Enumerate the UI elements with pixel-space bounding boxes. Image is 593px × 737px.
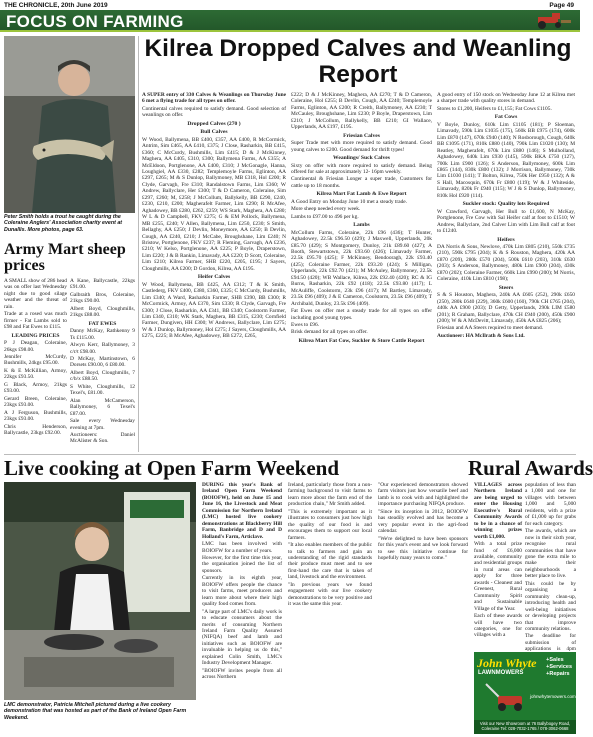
kilrea-para: V Boyle, Dunloy, 610k Lim £1105 (181); P Sloeman, Limavady, 590k Lim £1035 (175), 560k BB £975 (174), 600k Lim £870 (147), 670k £940 (140); N Rosborough, Cough, 640k BB £1095 (171), 810k £880 (140), 790k Lim £1020 (130); M Reatley, Magherafelt, 670k Lim £880 (146); S Mulholland, Aghadowey, 640k Lim £930 (145), 590k BKA £750 (127), 700k Lim £900 (126); S Anderson, Ballymoney, 600k Lim £865 (144), 830k £800 (132); J Morrison, Ballymoney, 730k Lim £1030 (141); T Bolton, Kilrea, 750k Her £950 (132); A & S Hall, Macosquin, 670k Fr £800 (119); W & J Whiteside, Limavady, 820k Fr £940 (115); W J & S Dunlop, Ballymoney, 810k Hol £920 (114). [437,121,575,199]
live-para: "We're delighted to have been sponsors for this year's event and we look forward to see this initiative continue for hopefully many years to come." [378,535,468,561]
kilrea-headline: Kilrea Dropped Calves and Weanling Report [144,35,572,88]
live-para: "Our experienced demonstrators showed farm visitors just how versatile beef and lamb is to cook with and highlighted the importance purchasing NIFQA produce. [378,482,468,508]
advert-website[interactable]: johnwhytemowers.com [530,694,576,699]
tractor-icon [530,13,574,29]
kilrea-subhead: Fat Cows [494,114,518,121]
rural-para: Each of these awards will have two categories, one for villages with a [474,613,522,639]
column-divider [138,36,139,452]
kilrea-para: Sixty on offer with more required to satisfy demand. Being offered for sale at approximately 12- 16pm weekly. [291,162,432,175]
kilrea-subhead: Friesian Calves [343,132,380,139]
lawnmower-advert[interactable] [474,652,576,734]
page-number: Page 49 [549,2,574,9]
army-subhead: LEADING PRICES [11,332,60,339]
army-para: P J Deagan, Coleraine, 26kgs £98.00. [4,340,67,353]
army-para: A SMALL show of 286 head was on offer last Wednesday night due to good silage weather and the threat of rain. [4,278,67,310]
rural-para: With a total prize fund of £6,000 available, community and residential groups in rural areas can apply for three awards - Cleanest and Greenest, Rural Community Spirit and Sustainable Village of the Year. [474,541,522,612]
kilrea-column-2 [291,92,432,450]
kilrea-para: Continental calves required to satisfy demand. Good selection of weanlings on offer. [142,105,286,119]
rural-column-2 [525,482,576,652]
advert-services [546,657,572,678]
kilrea-para: W Wood, Ballymena, BB £400, £357, AA £400, R McCormick, Antrim, Sim £465, AA £410, £375; J Close, Rasharkin, BB £415, £360; C McCurdy, Bushmills, Lim £415; D & J McKinney, Maghera, AA £405, £310, £300; Ballymena Farms, AA £355; A McEldoon, Portglenone, AA £400, £310; J McGonagle, Hanna, Loughgiel, AA £330, £282; Templemoyle Farms, Eglinton, AA £297, £265; M & S Dunlop, Ballymoney, MB £318, Hol £200; R Clyde, Garvagh, Fre £310; Randalstown Farms, Lim £360; W Andrew, Ballyclare, Her £300; T & D Cameron, Coleraine, Sim £297, £260; M, £258; J McCollum, Ballykelly, BB £290, £240, £230, £210, £200; Magherafelt Farmer, Lim £290; R McAfee, Aghadowey, BB £280, £262, £259; WS Stark, Maghera, AA £280; W L & D Campbell, FKV £275; G & EM Pollock, Ballymena, MB £255, £240; V Allen, Ballymena, Lim £250, £230; S Smith, Bellaghy, AA £250; J Devlin, Moneymore, AA £250; B Devlin, Cough, AA £240, £210; J McCabe, Broughshane, Lim £240; N Bristow, Portglenone, FKV £237; R Fleming, Garvagh, AA £236, £210; W Kelso, Portglenone, AA £225; P Boyle, Draperstown, Lim £220; J & B Rankin, Limavady, AA £220; D Scott, Coleraine, Lim £210; Kilrea Farmer, SHB £220, £205, £195; J Sayers, Cloughmills, AA £200; D Gordon, Kilrea, AA £195. [142,136,286,272]
kilrea-para: Fat Ewes on offer met a steady trade for all types on offer including good young types. [291,308,432,321]
kilrea-para: A SUPER entry of 330 Calves & Weanlings on Thursday June 6 met a flying trade for all types on offer. [142,92,286,105]
kilrea-para: Friesian and AA Steers required to meet demand. [437,325,543,332]
live-cooking-headline: Live cooking at Open Farm Weekend [4,456,340,480]
kilrea-column-1 [142,92,286,450]
rural-awards-headline: Rural Awards [468,456,593,480]
advert-service-item: +Sales [546,657,564,663]
kilrea-subhead: Dropped Calves (270 ) [187,120,241,127]
trout-photo-caption: Peter Smith holds a trout he caught during the Coleraine Anglers' Association charity event at Dunallis. More photos, page 63. [4,214,123,233]
army-para: Alwyn Kerr, Ballymoney, 3 c/r/t £98.00. [70,342,135,355]
army-para: Danny McKay, Rathkenny 9 Ts £115.00. [70,328,135,341]
army-para: Galbraith Bros, Coleraine, 21kgs £90.00. [70,291,135,305]
live-para: However, for the first time this year, the organisation joined the list of sponsors. [202,554,282,574]
kilrea-para: W Crawford, Garvagh, Her Bull to £1,600, N McKay, Portglenone, Fre Cow with Sal Heifer calf at foot to £1510; W Andrew, Ballyclare, 2nd Calver Lim with Lim Bull calf at foot to £1240. [437,208,575,235]
kilrea-subhead: Kilrea Mart Fat Lamb & Ewe Report [316,191,407,198]
lawnmower-icon [480,682,526,712]
kilrea-subhead: Kilrea Mart Fat Cow, Suckler & Store Cattle Report [298,337,425,344]
live-para: "A large part of LMC's daily work is to educate consumers about the merits of consuming Northern Ireland Farm Quality Assured (NIFQA) beef and lamb and initiatives such as BOIOFW are invaluable in helping us do this," explained Colin Smith, LMC's Industry Development Manager. [202,608,282,667]
live-column-2 [288,482,372,734]
kilrea-para: DA Norris & Sons, Newlove, 470k Lim £805 (210), 550k £735 (210), 590k £795 (204); K & S Rouston, Maghera, 420k AA £870 (209), 280k £570 (204), 500k £610 (203), 310k £630 (203); S Anderson, Ballymoney, 480k Lim £900 (204), 430k £870 (202); Coleraine Farmer, 660k Lim £990 (200); M Norris, Coleraine, 410k Lim £810 (198); [437,243,575,283]
live-para: "This is extremely important as it illustrates to consumers just how high the quality of our food is and encourages them to support our local farmers. [288,508,372,541]
live-para: "In previous years we found engagement with our live cookery demonstrations to be very positive and it was the same this year. [288,581,372,608]
live-para: "Since its inception in 2012, BOIOFW has steadily evolved and has become a very popular event in the agri-food calendar. [378,508,468,535]
army-para: Alan McCamerson, Ballymoney, 6 Texel's £87.00. [70,397,135,417]
advert-brand: John Whyte [477,656,537,670]
kilrea-subhead: Suckler stock: Quality lots Required [462,201,550,208]
rural-para: The deadline for submission of applications is 4pm [525,633,576,653]
kilrea-subhead: Bull Calves [200,129,228,136]
section-banner [0,10,580,32]
kilrea-subhead: Weanlings/ Suck Calves [333,155,390,162]
live-para: "It also enables members of the public to talk to farmers and gain an understanding of the rigid standards their produce must meet and to see first-hand the care that is taken of land, livestock and the environment. [288,542,372,581]
kilrea-para: McCollum Farms, Coleraine, 22k £96 (436); T Hunter, Aghadowey, 22.5k £96.50 (429); J Maxwell, Upperlands, 20k £85.70 (429); S Montgomery, Dunloy, 21k £89.60 (427); A Booth, Stewartstown, 22k £93.60 (426); Limavady Farmer, 22.5k £95.70 (425); F McKinney, Bendooragh, 22k £93.40 (425); Coleraine Farmer, 22k £93.20 (424); S Milligan, Upperlands, 22k £92.70 (421); M McAuley, Ballymoney, 22.5k £94.50 (420); WB Wallace, Kilrea, 22k £92.40 (420); RC & IG Burns, Rasharkin, 22k £92 (418); 22.5k £93.80 (417); L McAuliffe, Coolstorm, 23k £96 (417); M Bartley, Limavady, 23.5k £96 (409); J & E Cameron, Coolstorm, 23.5k £96 (409); T Archibald, Dunloy, 23.5k £96 (409). [291,229,432,307]
army-para: Albert Boyd, Cloughmills, 21kgs £88.00. [70,305,135,319]
army-para: Sale every Wednesday evening at 7pm. [70,418,135,431]
rural-para: VILLAGES across Northern Ireland are being urged to enter the Housing Executive's Rural Community Awards to be in a chance of winning prizes worth £1,000. [474,482,522,540]
kilrea-para: Super Trade met with more required to satisfy demand. Good young calves to £200. Good demand for thrift types! [291,140,432,153]
advert-service-item: +Services [546,664,572,670]
army-mart-headline: Army Mart sheep prices [4,241,126,274]
army-para: Chris Henderson, Ballycastle, 23kgs £92.00. [4,423,67,436]
live-column-3 [378,482,468,734]
trout-photo [4,36,135,213]
live-para: Currently in its eighth year, BOIOFW offers people the chance to visit farms, meet producers and learn more about where their high quality food comes from. [202,575,282,608]
section-title: FOCUS ON FARMING [6,12,184,31]
kilrea-subhead: Heifer Calves [197,274,231,281]
live-para: "BOIOFW invites people from all across Northern [202,667,282,681]
cookery-photo-caption: LMC demonstrator, Patricia Mitchell pictured during a live cookery demonstration that was hosted as part of the Bank of Ireland Open Farm Weekend. [4,702,187,721]
advert-service-item: +Repairs [546,671,570,677]
army-para: G Black, Armoy, 21kgs £93.00. [4,381,67,395]
army-para: Gerard Breen, Coleraine, 23kgs £93.00. [4,395,67,409]
kilrea-para: W Wood, Ballymena, BB £425, AA £312; T & K Smith, Castlederg, FKV £400, £380, £360, £325; C McCurdy, Bushmills, Lim £340; A Ward, Rasharkin Farmer, SHB £390, BB £300; R McCormick, Armoy, AA £370, Sim £330; R Clyde, Garvagh, Fre £300; J Close, Rasharkin, AA £341, BB £340; Coolstorm Farmer, Lim £340, £310; WK Stark, Maghera, BB £315, £230; Cornfield Farmer, Dungiven, HH £300; W Andrews, Ballyclare, Lim £275; W & J Dunlop, Ballymoney, Hol £275; J Sayers, Cloughmills, AA £275, £225; B McAfee, Aghadowey, BB £272, £265, [142,281,286,340]
publication-date: THE CHRONICLE, 20th June 2019 [4,2,108,9]
kilrea-para: More sheep needed every week. [291,206,361,213]
kilrea-column-3 [437,92,575,450]
live-para: DURING this year's Bank of Ireland Open Farm Weekend (BOIOFW), held on June 15 and June 16, the Livestock and Meat Commission for Northern Ireland (LMC) hosted live cookery demonstrations at Blackberry Hill Farm, Banbridge and D and D Holland's Farm, Articlave. [202,482,282,540]
rural-para: The awards, which are now in their sixth year, recognise rural communities that have gone the extra mile to make their neighbourhoods a better place to live. [525,528,576,580]
army-para: A J Ferguson, Bushmills, 23kgs £93.00. [4,409,67,423]
cookery-demo-photo [4,482,196,700]
kilrea-para: £222; D & J McKinney, Maghera, AA £270; T & D Cameron, Coleraine, Hol £255; B Devlin, Cough, AA £240; Templemoyle Farms, Eglinton, AA £200; R Creith, Ballymoney, AA £230; T McCauley, Broughshane, Lim £230; P Boyle, Draperstown, Lim £210; J McCollum, Ballykelly, BB £210; GI Wallace, Upperlands, AA £197, £195. [291,92,432,131]
army-para: Trade at a rosed was much firmer - Fat Lambs sold to £98 and Fat Ewes to £115. [4,311,67,331]
kilrea-subhead: Heifers [497,236,515,243]
kilrea-para: A good entry of 150 stock on Wednesday June 12 at Kilrea met a sharper trade with quality stores in demand. [437,92,575,105]
army-para: S White, Cloughmills, 12 Texel's, £81.00. [70,383,135,397]
live-para: LMC has been involved with BOIOFW for a number of years. [202,541,282,554]
rural-para: This could be by organising a community clean-up, introducing health and well-being initiatives or developing projects that improve community relations. [525,580,576,632]
army-mart-column-b [70,278,135,453]
kilrea-para: Continental & Friesian Longer a super trade, Customers for cattle up to 18 months. [291,176,432,189]
section-divider [4,454,576,455]
kilrea-para: Lambs to £97.00 to 496 per kg. [291,213,359,220]
live-column-1 [202,482,282,734]
army-para: A Kane, Ballycastle, 22kgs £91.00. [70,278,135,291]
kilrea-para: Brisk demand for all types on offer. [291,329,368,336]
kilrea-subhead: Steers [498,284,514,291]
kilrea-para: S & S Houston, Maghera, 240k AA £605 (252), 290k £650 (250), 280k £640 (229), 360k £600 (160), 790k CH £765 (204), 440k AA £900 (203); D Getty, Upperlands, 290k LIM £580 (201); R Graham, Ballyclare, 470k CH £940 (200), 450k £900 (200); W & A McDevitt, Limavady, 450k AA £825 (206); [437,292,575,324]
advert-subtitle: LAWNMOWERS [478,670,524,676]
rural-column-1 [474,482,522,652]
rural-para: population of less than a 1,000 and one for villages with between 1,000 and 5,000 residents, with a prize of £1,000 up for grabs for each category. [525,482,576,527]
army-para: Albert Boyd, Cloughmills, 7 c/b/x £88.50. [70,369,135,383]
army-para: Auctioneers: Daniel McAlister & Son. [70,431,135,445]
live-para: Ireland, particularly those from a non-farming background to visit farms to learn more about the farm end of the production chain," Mr Smith added. [288,482,372,508]
kilrea-para: Ewes to £96. [291,321,319,328]
army-para: Jennifer McCurdy, Bushmills, 24kgs £95.00. [4,353,67,367]
army-para: D McKay, Martinstown, 6 Dorsets £90.00, 6 £80.00. [70,355,135,369]
army-mart-column-a [4,278,67,453]
army-subhead: FAT EWES [88,320,117,327]
page-header-strip [0,0,580,10]
kilrea-subhead: Lambs [353,222,370,229]
kilrea-para: Auctioneer: HA McIlrath & Sons Ltd. [437,332,525,339]
kilrea-para: Stores to £1,200, Heifers to £1,155; Fat Cows £1105. [437,105,552,112]
army-para: K & E McKillian, Armoy, 22kgs £93.50. [4,367,67,381]
kilrea-para: A Good Entry on Monday June 10 met a steady trade. [291,198,408,205]
chef-illustration [4,482,196,700]
advert-footer: Visit our New Showroom at 76 Ballybogey Road, Coleraine Tel: 028-7032-1765 / 078-3062-0668 [474,720,576,734]
angler-illustration [4,36,135,213]
